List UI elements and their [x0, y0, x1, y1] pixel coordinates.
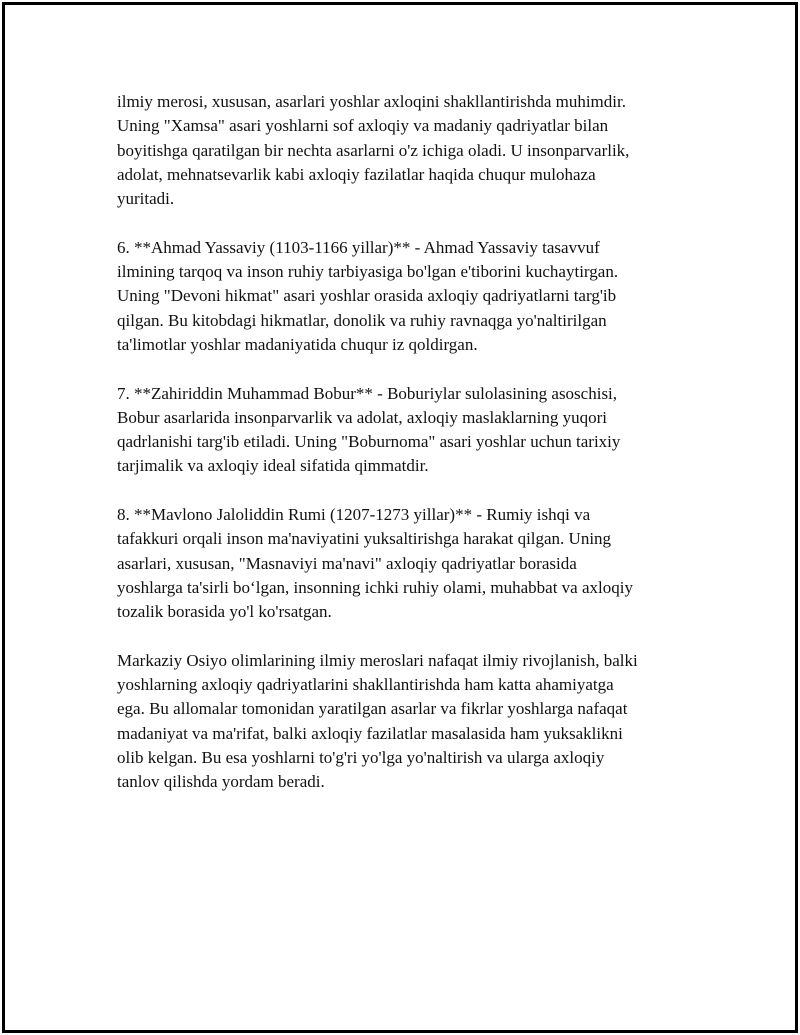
- paragraph-continuation: ilmiy merosi, xususan, asarlari yoshlar axloqini shakllantirishda muhimdir. Uning "Xamsa" asari yoshlarni sof axloqiy va madaniy qadriyatlar bilan boyitishga qaratilgan bir nechta asarlarni o'z ichiga oladi. U insonparvarlik, adolat, mehnatsevarlik kabi axloqiy fazilatlar haqida chuqur mulohaza yuritadi.: [117, 92, 630, 209]
- paragraph-conclusion: Markaziy Osiyo olimlarining ilmiy meroslari nafaqat ilmiy rivojlanish, balki yoshlarning axloqiy qadriyatlarini shakllantirishda ham katta ahamiyatga ega. Bu allomalar tomonidan yaratilgan asarlar va fikrlar yoshlarga nafaqat madaniyat va ma'rifat, balki axloqiy fazilatlar masalasida ham yuksaklikni olib kelgan. Bu esa yoshlarni to'g'ri yo'lga yo'naltirish va ularga axloqiy tanlov qilishda yordam beradi.: [117, 650, 638, 792]
- paragraph-bobur: 7. **Zahiriddin Muhammad Bobur** - Boburiylar sulolasining asoschisi, Bobur asarlarida insonparvarlik va adolat, axloqiy maslaklarning yuqori qadrlanishi targ'ib etiladi. Uning "Boburnoma" asari yoshlar uchun tarixiy tarjimalik va axloqiy ideal sifatida qimmatdir.: [117, 383, 621, 476]
- paragraph-ahmad-yassaviy: 6. **Ahmad Yassaviy (1103-1166 yillar)** - Ahmad Yassaviy tasavvuf ilmining tarqoq va inson ruhiy tarbiyasiga bo'lgan e'tiborini kuchaytirgan. Uning "Devoni hikmat" asari yoshlar orasida axloqiy qadriyatlarni targ'ib qilgan. Bu kitobdagi hikmatlar, donolik va ruhiy ravnaqga yo'naltirilgan ta'limotlar yoshlar madaniyatida chuqur iz qoldirgan.: [117, 237, 619, 354]
- document-body: [117, 90, 697, 819]
- paragraph-rumi: 8. **Mavlono Jaloliddin Rumi (1207-1273 yillar)** - Rumiy ishqi va tafakkuri orqali inson ma'naviyatini yuksaltirishga harakat qilgan. Uning asarlari, xususan, "Masnaviyi ma'navi" axloqiy qadriyatlar borasida yoshlarga ta'sirli bo‘lgan, insonning ichki ruhiy olami, muhabbat va axloqiy tozalik borasida yo'l ko'rsatgan.: [117, 505, 633, 622]
